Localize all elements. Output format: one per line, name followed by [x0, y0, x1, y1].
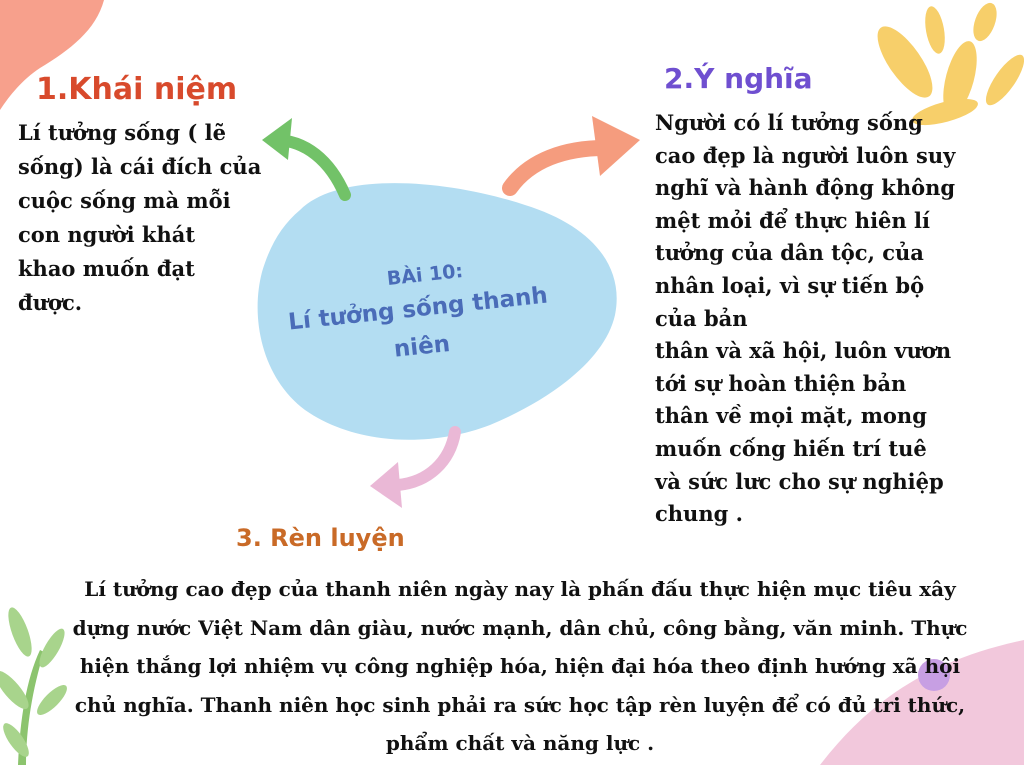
training-heading: 3. Rèn luyện: [236, 524, 405, 552]
lesson-title: Lí tưởng sống thanh niên: [287, 282, 549, 363]
meaning-text: Người có lí tưởng sống cao đẹp là người luôn suy nghĩ và hành động không mệt mỏi để thực hiên lí tưởng của dân tộc, của nhân loại, vì sự tiến bộ của bản thân và xã hội, luôn vươn tới sự hoàn thiện bản thân về mọi mặt, mong muốn cống hiến trí tuê và sức lưc cho sự nghiệp chung .: [655, 110, 956, 527]
concept-text: Lí tưởng sống ( lẽ sống) là cái đích của cuộc sống mà mỗi con người khát khao muốn đạt được.: [18, 120, 262, 315]
arrow-to-meaning: [510, 148, 605, 188]
meaning-heading: 2.Ý nghĩa: [664, 62, 813, 95]
concept-heading: 1.Khái niệm: [36, 72, 238, 107]
arrow-to-training-head: [370, 462, 402, 508]
arrow-to-training: [398, 432, 455, 485]
lesson-number: BÀi 10:: [385, 260, 465, 290]
training-text: Lí tưởng cao đẹp của thanh niên ngày nay là phấn đấu thực hiện mục tiêu xây dựng nước Việt Nam dân giàu, nước mạnh, dân chủ, công bằng, văn minh. Thực hiện thắng lợi nhiệm vụ công nghiệp hóa, hiện đại hóa theo định hướng xã hội chủ nghĩa. Thanh niên học sinh phải ra sức học tập rèn luyện để có đủ tri thức, phẩm chất và năng lực .: [72, 577, 968, 755]
arrow-to-meaning-head: [592, 116, 640, 176]
